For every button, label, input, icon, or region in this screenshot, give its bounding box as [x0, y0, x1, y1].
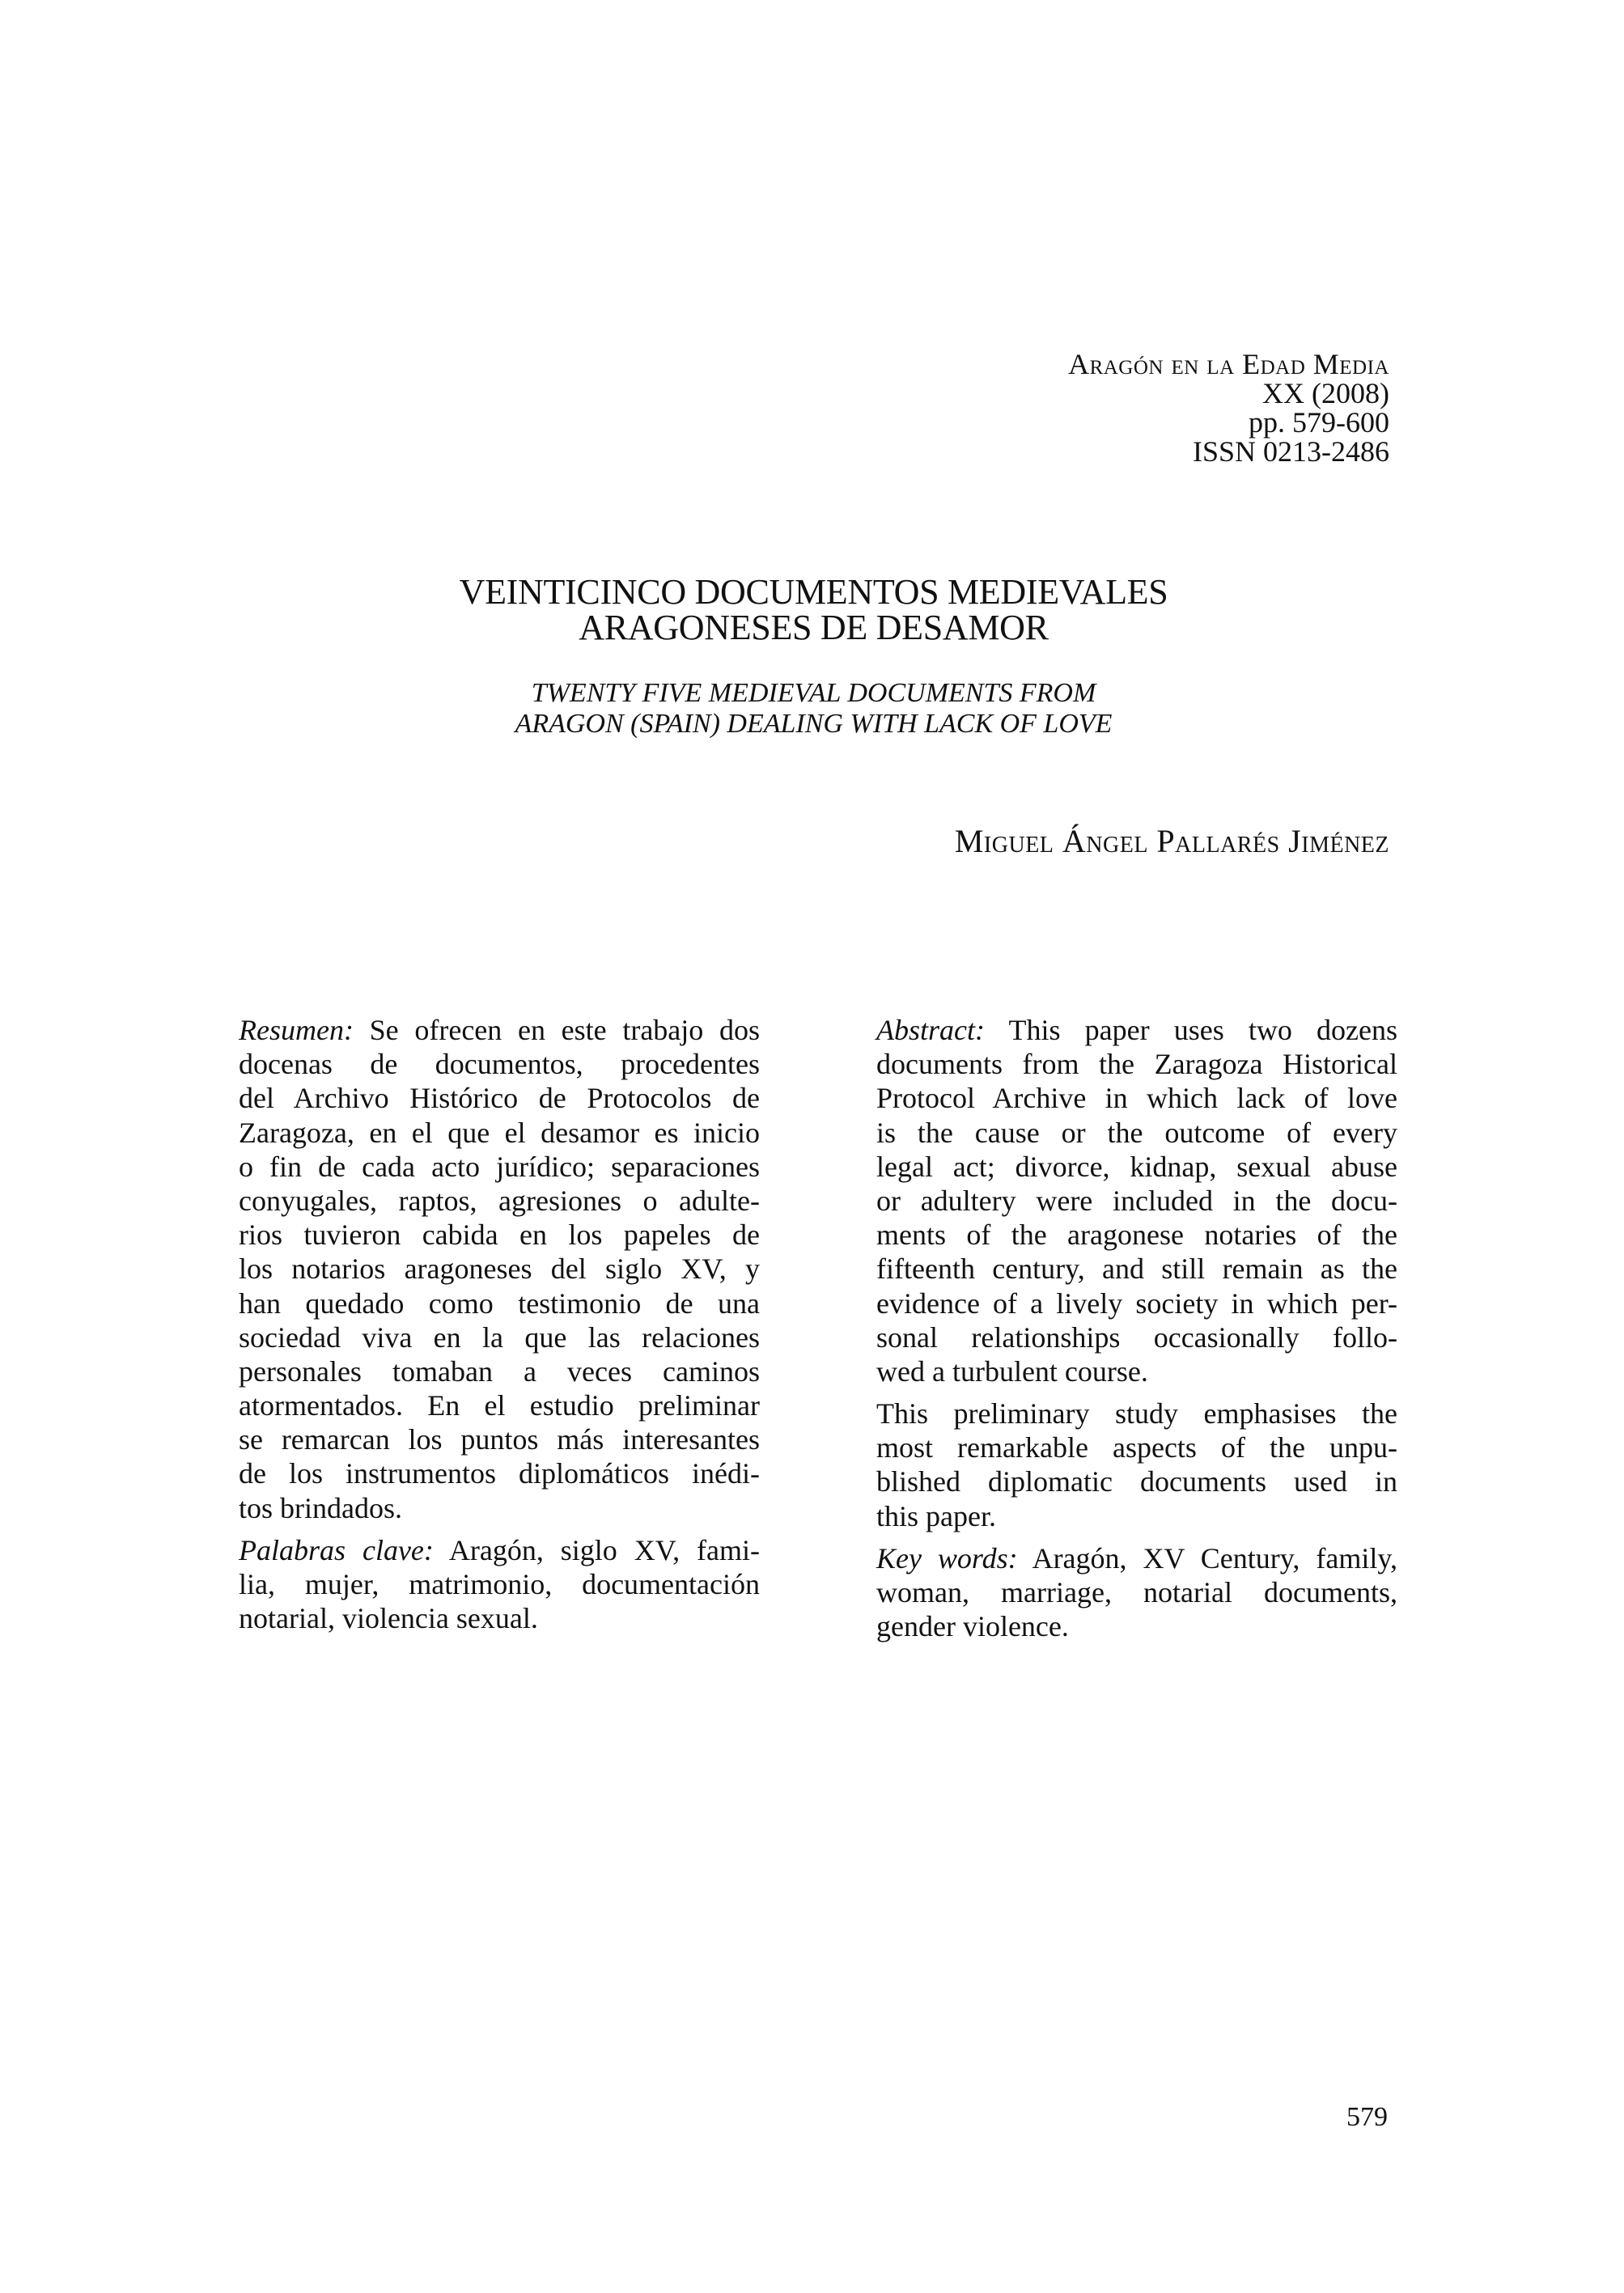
- subtitle-line-2: ARAGON (SPAIN) DEALING WITH LACK OF LOVE: [515, 709, 1113, 739]
- resumen-line: los notarios aragoneses del siglo XV, y: [239, 1252, 760, 1286]
- abstract-line: fifteenth century, and still remain as the: [876, 1252, 1397, 1286]
- resumen-paragraph: [239, 1013, 760, 1525]
- resumen-line: del Archivo Histórico de Protocolos de: [239, 1082, 760, 1115]
- abstract-line: Protocol Archive in which lack of love: [876, 1082, 1397, 1115]
- author-name: Miguel Ángel Pallarés Jiménez: [954, 823, 1389, 859]
- key-words-label: Key words:: [876, 1541, 1018, 1575]
- abstract-line: legal act; divorce, kidnap, sexual abuse: [876, 1150, 1397, 1183]
- resumen-line: de los instrumentos diplomáticos inédi-: [239, 1457, 760, 1490]
- palabras-clave-paragraph: [239, 1533, 760, 1636]
- resumen-label: Resumen:: [239, 1014, 354, 1046]
- abstract-paragraph: [876, 1013, 1397, 1388]
- resumen-line: se remarcan los puntos más interesantes: [239, 1423, 760, 1456]
- resumen-line: atormentados. En el estudio preliminar: [239, 1389, 760, 1422]
- abstract-line: wed a turbulent course.: [876, 1354, 1148, 1388]
- journal-name: Aragón en la Edad Media: [1068, 348, 1389, 380]
- article-subtitle: [238, 678, 1389, 740]
- palabras-clave-line: lia, mujer, matrimonio, documentación: [239, 1568, 760, 1600]
- abstract-line: this paper.: [876, 1499, 996, 1532]
- abstract-line: ments of the aragonese notaries of the: [876, 1219, 1397, 1252]
- key-words-line: woman, marriage, notarial documents,: [876, 1576, 1397, 1608]
- resumen-line: Resumen: Se ofrecen en este trabajo dos: [239, 1014, 760, 1046]
- abstract-line: sonal relationships occasionally follo-: [876, 1320, 1397, 1354]
- palabras-clave-line: notarial, violencia sexual.: [239, 1602, 538, 1635]
- resumen-line: sociedad viva en la que las relaciones: [239, 1320, 760, 1354]
- journal-volume: XX (2008): [1262, 377, 1389, 409]
- resumen-line: o fin de cada acto jurídico; separaciones: [239, 1150, 760, 1183]
- key-words-paragraph: [876, 1541, 1397, 1644]
- palabras-clave-label: Palabras clave:: [239, 1533, 434, 1566]
- key-words-line: Key words: Aragón, XV Century, family,: [876, 1541, 1397, 1575]
- key-words-line: gender violence.: [876, 1610, 1069, 1643]
- abstract-column: [876, 1013, 1397, 1651]
- abstract-line: This preliminary study emphasises the: [876, 1397, 1397, 1430]
- journal-issn: ISSN 0213-2486: [1192, 435, 1389, 468]
- page-number: 579: [1346, 2102, 1388, 2132]
- abstract-line: Abstract: This paper uses two dozens: [876, 1014, 1397, 1046]
- resumen-line: conyugales, raptos, agresiones o adulte-: [239, 1184, 760, 1217]
- article-title: [238, 574, 1389, 646]
- abstract-line: evidence of a lively society in which per-: [876, 1286, 1397, 1320]
- resumen-line: personales tomaban a veces caminos: [239, 1354, 760, 1388]
- abstract-line: most remarkable aspects of the unpu-: [876, 1431, 1397, 1464]
- palabras-clave-line: Palabras clave: Aragón, siglo XV, fami-: [239, 1533, 760, 1566]
- journal-header: [1068, 350, 1389, 466]
- abstract-label: Abstract:: [876, 1014, 985, 1046]
- resumen-line: tos brindados.: [239, 1491, 402, 1524]
- subtitle-line-1: TWENTY FIVE MEDIEVAL DOCUMENTS FROM: [531, 678, 1096, 708]
- abstract-line: blished diplomatic documents used in: [876, 1465, 1397, 1498]
- resumen-line: han quedado como testimonio de una: [239, 1286, 760, 1320]
- abstract-line: or adultery were included in the docu-: [876, 1184, 1397, 1217]
- abstract-paragraph-2: [876, 1397, 1397, 1533]
- journal-pages: pp. 579-600: [1249, 406, 1389, 439]
- resumen-column: [239, 1013, 760, 1643]
- abstract-line: documents from the Zaragoza Historical: [876, 1048, 1397, 1081]
- resumen-line: docenas de documentos, procedentes: [239, 1048, 760, 1081]
- title-line-2: ARAGONESES DE DESAMOR: [579, 608, 1049, 647]
- resumen-line: Zaragoza, en el que el desamor es inicio: [239, 1116, 760, 1149]
- resumen-line: rios tuvieron cabida en los papeles de: [239, 1219, 760, 1252]
- title-line-1: VEINTICINCO DOCUMENTOS MEDIEVALES: [459, 572, 1168, 612]
- abstract-line: is the cause or the outcome of every: [876, 1116, 1397, 1149]
